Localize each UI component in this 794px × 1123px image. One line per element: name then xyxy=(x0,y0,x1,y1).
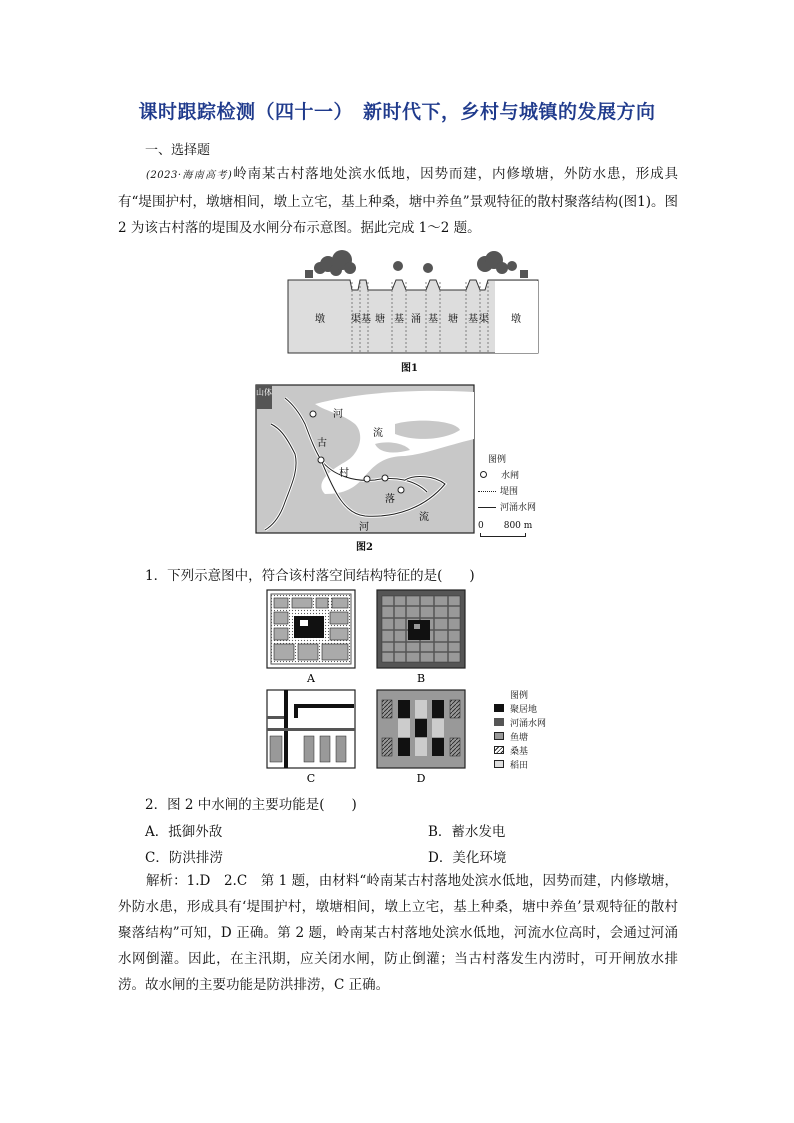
settlement-swatch xyxy=(494,704,504,712)
intro-paragraph xyxy=(118,161,678,241)
canal-swatch xyxy=(494,718,504,726)
fig1-label: 渠 xyxy=(479,314,489,325)
option-c-diagram xyxy=(267,690,355,768)
legend-canal: 河涌水网 xyxy=(494,717,546,731)
fig1-label: 涌 xyxy=(411,314,421,325)
question-1: 1．下列示意图中，符合该村落空间结构特征的是( ) xyxy=(145,568,475,584)
dike-icon xyxy=(478,491,496,492)
legend-title: 图例 xyxy=(488,455,507,465)
section-heading: 一、选择题 xyxy=(145,143,211,158)
option-d: D．美化环境 xyxy=(428,850,507,866)
fig1-label: 基 xyxy=(468,314,478,325)
figure1-caption: 图1 xyxy=(401,363,418,374)
option-a-diagram xyxy=(267,590,355,668)
source-tag: (2023·海南高考) xyxy=(146,170,233,181)
page-title: 课时跟踪检测（四十一） 新时代下，乡村与城镇的发展方向 xyxy=(138,101,656,123)
option-label-c: C xyxy=(306,772,316,784)
fig1-label: 基 xyxy=(428,314,438,325)
option-b: B．蓄水发电 xyxy=(428,824,506,840)
legend-item-sluice: 水闸 xyxy=(478,468,536,484)
legend-item-canal: 河涌水网 xyxy=(478,500,536,516)
fig1-label: 基 xyxy=(394,314,404,325)
figure2-caption: 图2 xyxy=(356,542,373,553)
legend-fishpond: 鱼塘 xyxy=(494,731,546,745)
option-b-diagram xyxy=(377,590,465,668)
option-label-d: D xyxy=(416,772,426,784)
fig1-label: 基 xyxy=(361,314,371,325)
figure2-map xyxy=(255,384,475,534)
fig1-label: 塘 xyxy=(448,314,458,325)
sluice-icon xyxy=(480,471,487,478)
map-label-mountain: 山体 xyxy=(256,388,272,397)
option-d-diagram xyxy=(377,690,465,768)
option-label-a: A xyxy=(307,672,315,685)
legend-paddy: 稻田 xyxy=(494,759,546,773)
q1-legend-title: 图例 xyxy=(510,691,529,701)
map-label: 河 xyxy=(359,522,369,533)
option-a: A．抵御外敌 xyxy=(145,824,223,840)
legend-mulberry: 桑基 xyxy=(494,745,546,759)
map-label: 流 xyxy=(373,428,383,439)
canal-icon xyxy=(478,507,496,508)
map-label: 村 xyxy=(339,468,349,479)
fig1-label: 墩 xyxy=(511,314,521,325)
mulberry-trees xyxy=(305,250,528,278)
map-label: 古 xyxy=(317,438,327,449)
map-label: 河 xyxy=(333,409,343,420)
question-2: 2．图 2 中水闸的主要功能是( ) xyxy=(145,797,357,813)
intro-text: 岭南某古村落地处滨水低地，因势而建，内修墩塘，外防水患，形成具有“堤围护村，墩塘相间，墩上立宅，基上种桑，塘中养鱼”景观特征的散村聚落结构(图1)。图 2 为该古村落的堤围及水闸分布示意图。据此完成 1～2 题。 xyxy=(118,166,679,236)
analysis-paragraph: 解析：1.D 2.C 第 1 题，由材料“岭南某古村落地处滨水低地，因势而建，内修墩塘，外防水患，形成具有‘堤围护村，墩塘相间，墩上立宅，基上种桑，塘中养鱼’景观特征的散村聚落结构”可知，D 正确。第 2 题，岭南某古村落地处滨水低地，河流水位高时，会通过河涌水网倒灌。因此，在主汛期，应关闭水闸，防止倒灌；当古村落发生内涝时，可开闸放水排涝。故水闸的主要功能是防洪排涝，C 正确。 xyxy=(118,873,678,993)
scale-bar: 0 800 m xyxy=(478,518,536,534)
q1-legend xyxy=(494,689,546,773)
mulberry-swatch xyxy=(494,746,504,754)
fig1-label: 渠 xyxy=(351,314,361,325)
fishpond-swatch xyxy=(494,732,504,740)
option-c: C．防洪排涝 xyxy=(145,850,223,866)
fig1-label: 塘 xyxy=(375,314,385,325)
fig1-label: 墩 xyxy=(315,314,325,325)
map-label: 落 xyxy=(385,494,395,505)
legend-item-dike: 堤围 xyxy=(478,484,536,500)
figure2-legend xyxy=(478,452,536,534)
map-label: 流 xyxy=(419,512,429,523)
option-diagrams xyxy=(264,588,474,784)
figure1-cross-section xyxy=(280,250,540,356)
paddy-swatch xyxy=(494,760,504,768)
option-label-b: B xyxy=(416,672,426,685)
legend-settlement: 聚居地 xyxy=(494,703,546,717)
